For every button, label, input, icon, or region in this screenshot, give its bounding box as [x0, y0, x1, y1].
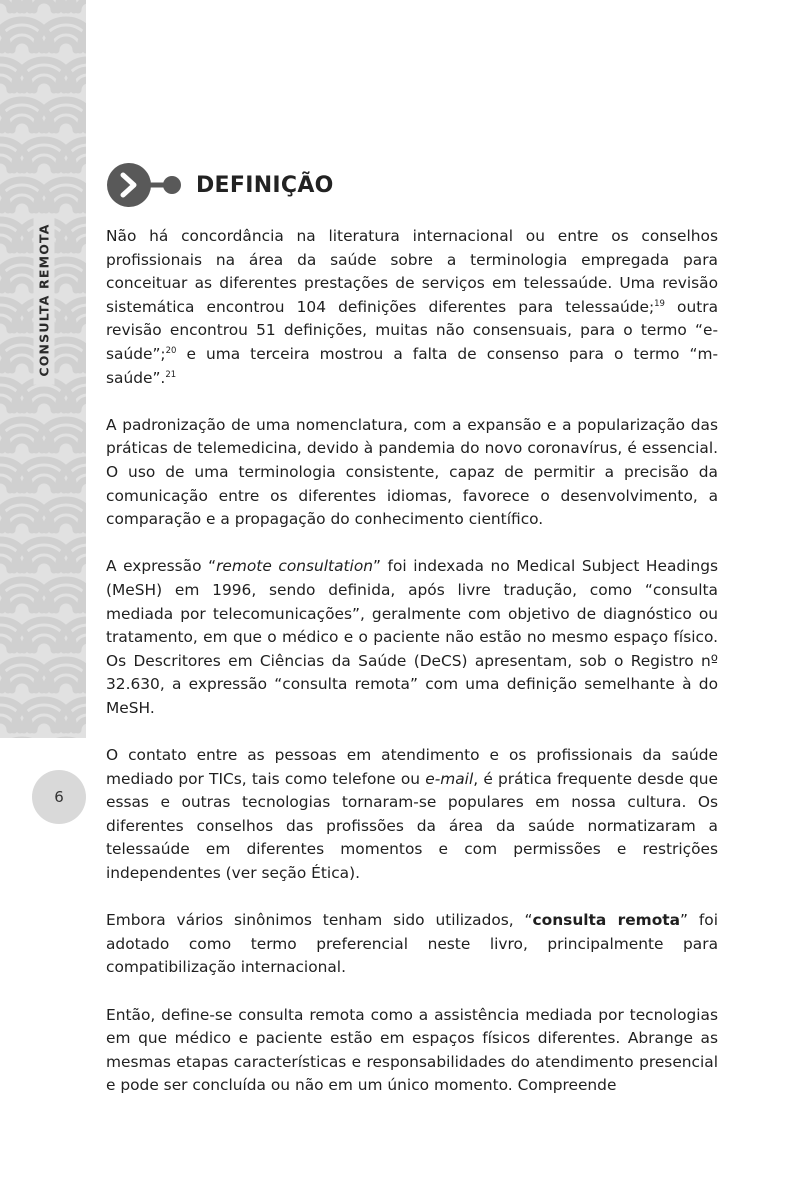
wave-arc [78, 320, 86, 330]
reference-20: 20 [165, 345, 177, 356]
wave-arc [12, 520, 32, 530]
wave-arc [0, 720, 10, 730]
wave-arc [56, 600, 76, 610]
wave-arc [78, 160, 86, 170]
wave-arc [56, 40, 76, 50]
paragraph-1: Não há concordância na literatura internacional ou entre os conselhos profissionais na área da saúde sobre a terminologia empregada para conceituar as diferentes prestações de serviços em telessaúde. Uma revisão sistemática encontrou 104 definições diferentes para telessaúde;$^{19}$ outra revisão encontrou 51 definições, muitas não consensuais, para o termo “e-saúde”;$^{20}$ e uma terceira mostrou a falta de consenso para o termo “m-saúde”.$^{21}$ [106, 227, 719, 387]
wave-arc [12, 200, 32, 210]
reference-19: 19 [654, 298, 665, 309]
wave-arc [0, 80, 10, 90]
chevron-right-icon [106, 162, 182, 208]
wave-arc [78, 560, 86, 570]
reference-21: 21 [165, 369, 177, 380]
wave-arc [0, 400, 10, 410]
wave-arc [34, 560, 54, 570]
wave-arc [56, 280, 76, 290]
wave-arc [12, 120, 32, 130]
paragraph-6: Então, define-se consulta remota como a assistência mediada por tecnologias em que médico e paciente estão em espaços físicos diferentes. Abrange as mesmas etapas características e responsabilidades do atendimento presencial e pode ser concluída ou não em um único momento. Compreende [106, 1005, 718, 1095]
wave-arc [78, 80, 86, 90]
wave-arc [78, 0, 86, 10]
wave-arc [34, 720, 54, 730]
wave-arc [0, 480, 10, 490]
page-number: 6 [32, 770, 86, 824]
wave-arc [12, 600, 32, 610]
wave-arc [78, 480, 86, 490]
wave-arc [56, 520, 76, 530]
wave-arc [56, 360, 76, 370]
wave-arc [12, 280, 32, 290]
section-heading [106, 162, 334, 208]
wave-arc [56, 200, 76, 210]
wave-arc [78, 640, 86, 650]
wave-arc [34, 640, 54, 650]
wave-arc [34, 0, 54, 10]
body-text [106, 225, 718, 1122]
paragraph-3: A expressão “remote consultation” foi indexada no Medical Subject Headings (MeSH) em 1996, sendo definida, após livre tradução, como “consulta mediada por telecomunicações”, geralmente com objetivo de diagnóstico ou tratamento, em que o médico e o paciente não estão no mesmo espaço físico. Os Descritores em Ciências da Saúde (DeCS) apresentam, sob o Registro nº 32.630, a expressão “consulta remota” com uma definição semelhante à do MeSH. [106, 557, 718, 717]
paragraph-2: A padronização de uma nomenclatura, com a expansão e a popularização das práticas de telemedicina, devido à pandemia do novo coronavírus, é essencial. O uso de uma terminologia consistente, capaz de permitir a precisão da comunicação entre os diferentes idiomas, favorece o desenvolvimento, a comparação e a propagação do conhecimento científico. [106, 415, 718, 529]
wave-arc [0, 0, 10, 10]
wave-arc [0, 560, 10, 570]
wave-arc [12, 40, 32, 50]
wave-arc [78, 400, 86, 410]
wave-arc [56, 120, 76, 130]
wave-arc [56, 440, 76, 450]
wave-arc [0, 240, 10, 250]
wave-arc [0, 320, 10, 330]
wave-arc [34, 480, 54, 490]
wave-arc [78, 720, 86, 730]
page-title: DEFINIÇÃO [196, 172, 334, 198]
wave-arc [12, 440, 32, 450]
wave-arc [34, 400, 54, 410]
wave-arc [0, 640, 10, 650]
wave-arc [12, 680, 32, 690]
running-header: CONSULTA REMOTA [34, 215, 55, 384]
side-band [0, 0, 86, 738]
wave-arc [56, 680, 76, 690]
wave-arc [34, 160, 54, 170]
wave-arc [0, 160, 10, 170]
wave-arc [34, 80, 54, 90]
wave-arc [12, 360, 32, 370]
paragraph-5: Embora vários sinônimos tenham sido utilizados, “consulta remota” foi adotado como termo preferencial neste livro, principalmente para compatibilização internacional. [106, 911, 718, 977]
paragraph-4: O contato entre as pessoas em atendimento e os profissionais da saúde mediado por TICs, tais como telefone ou e-mail, é prática frequente desde que essas e outras tecnologias tornaram-se populares em nossa cultura. Os diferentes conselhos das profissões da área da saúde normatizaram a telessaúde em diferentes momentos e com permissões e restrições independentes (ver seção Ética). [106, 746, 718, 883]
wave-arc [78, 240, 86, 250]
